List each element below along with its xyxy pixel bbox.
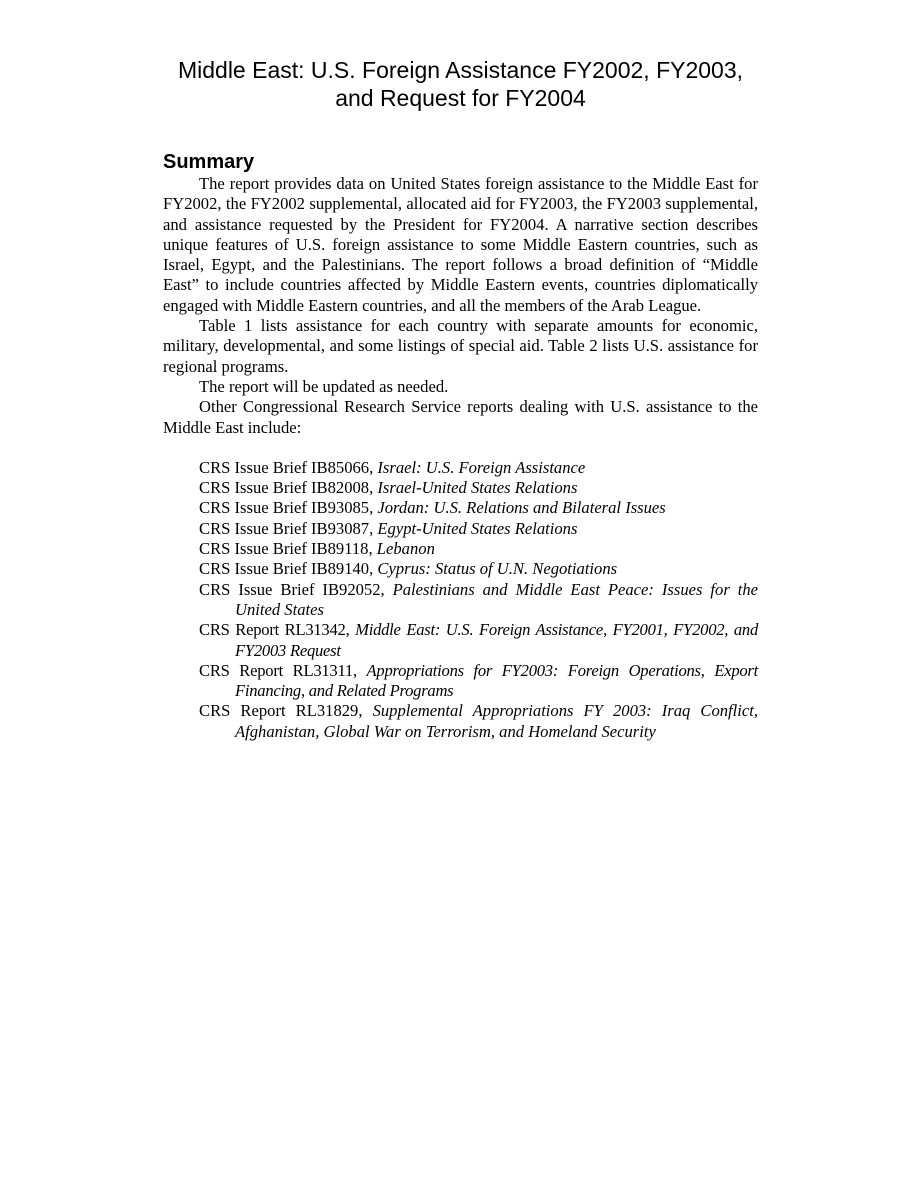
title-line-1: Middle East: U.S. Foreign Assistance FY2002, FY2003,: [177, 57, 744, 83]
reference-item: [163, 478, 758, 498]
reference-title: Israel-United States Relations: [377, 478, 578, 498]
reference-id: CRS Issue Brief IB92052,: [199, 579, 393, 599]
reference-id: CRS Report RL31829,: [199, 701, 373, 721]
reference-item: [163, 498, 758, 518]
reference-title: Middle East: U.S. Foreign Assistance, FY2001, FY2002, and FY2003 Request: [235, 620, 758, 660]
reference-item: [163, 580, 758, 621]
reference-id: CRS Report RL31342,: [199, 620, 356, 640]
document-title: [163, 56, 758, 112]
summary-body: [163, 174, 758, 742]
title-line-2: and Request for FY2004: [335, 85, 586, 111]
reference-item: [163, 519, 758, 539]
reference-title: Israel: U.S. Foreign Assistance: [377, 457, 586, 477]
reference-item: [163, 661, 758, 702]
reference-id: CRS Issue Brief IB93085,: [199, 498, 378, 518]
update-paragraph: The report will be updated as needed.: [199, 376, 449, 396]
reference-item: [163, 539, 758, 559]
reference-id: CRS Issue Brief IB89118,: [199, 539, 377, 559]
summary-paragraph: The report provides data on United States foreign assistance to the Middle East for FY2002, the FY2002 supplemental, allocated aid for FY2003, the FY2003 supplemental, and assistance requested by the President for FY2004. A narrative section describes unique features of U.S. foreign assistance to some Middle Eastern countries, such as Israel, Egypt, and the Palestinians. The report follows a broad definition of “Middle East” to include countries affected by Middle Eastern events, countries diplomatically engaged with Middle Eastern countries, and all the members of the Arab League.: [163, 174, 758, 315]
document-page: [163, 56, 758, 742]
related-reports-intro: Other Congressional Research Service reports dealing with U.S. assistance to the Middle East include:: [163, 397, 758, 437]
reference-title: Jordan: U.S. Relations and Bilateral Issues: [377, 498, 666, 518]
reference-title: Palestinians and Middle East Peace: Issues for the United States: [235, 579, 759, 619]
reference-item: [163, 559, 758, 579]
tables-paragraph: Table 1 lists assistance for each country with separate amounts for economic, military, developmental, and some listings of special aid. Table 2 lists U.S. assistance for regional programs.: [163, 316, 758, 376]
reference-id: CRS Report RL31311,: [199, 660, 367, 680]
reference-title: Egypt-United States Relations: [377, 518, 578, 538]
reference-id: CRS Issue Brief IB89140,: [199, 559, 378, 579]
reference-item: [163, 458, 758, 478]
reference-title: Supplemental Appropriations FY 2003: Iraq Conflict, Afghanistan, Global War on Terrorism, and Homeland Security: [235, 701, 759, 741]
reference-title: Cyprus: Status of U.N. Negotiations: [377, 559, 618, 579]
reference-title: Appropriations for FY2003: Foreign Operations, Export Financing, and Related Programs: [235, 660, 758, 701]
reference-id: CRS Issue Brief IB85066,: [199, 457, 378, 477]
summary-heading: Summary: [163, 151, 255, 173]
reference-id: CRS Issue Brief IB82008,: [199, 478, 378, 498]
reference-title: Lebanon: [376, 539, 435, 559]
reference-list: [163, 458, 758, 742]
reference-item: [163, 620, 758, 661]
reference-id: CRS Issue Brief IB93087,: [199, 518, 378, 538]
reference-item: [163, 701, 758, 742]
